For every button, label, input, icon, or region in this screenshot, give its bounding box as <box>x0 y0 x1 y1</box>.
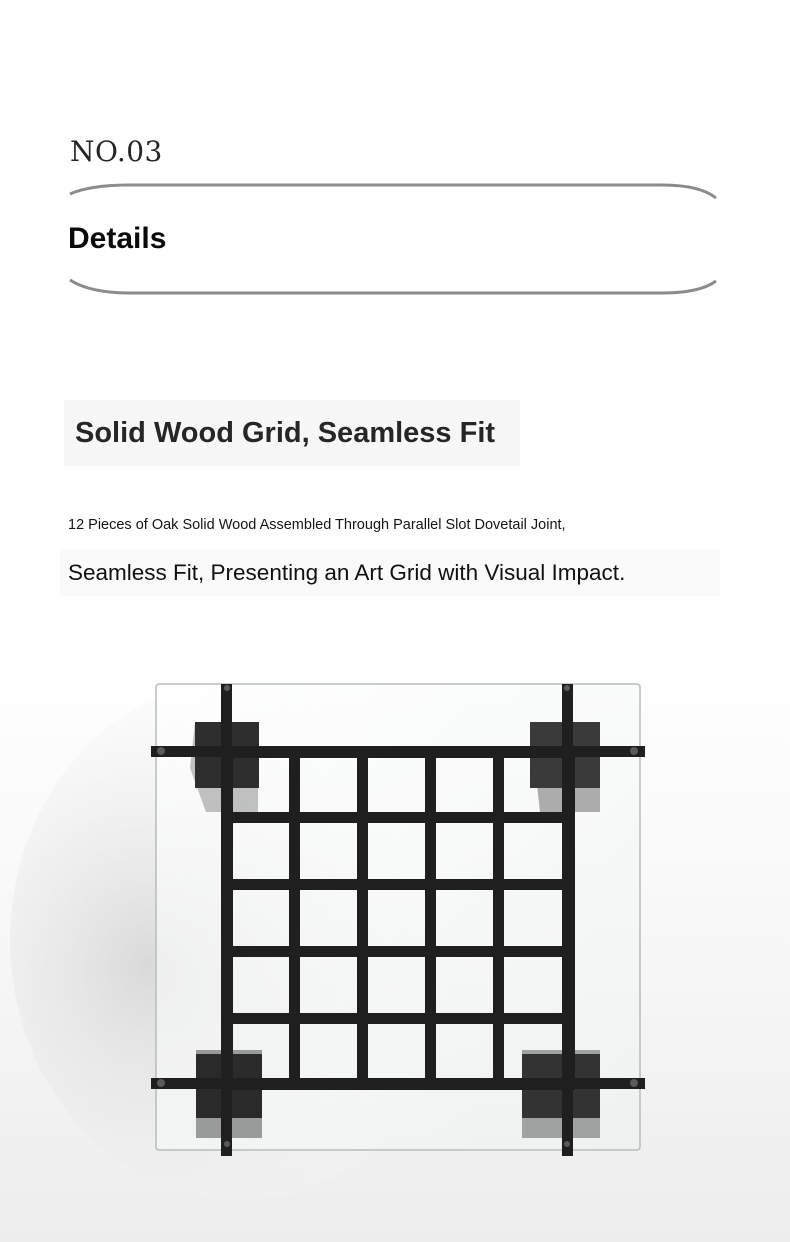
section-title: Details <box>68 222 167 255</box>
product-photo <box>0 650 790 1242</box>
feature-description-line-1: 12 Pieces of Oak Solid Wood Assembled Through Parallel Slot Dovetail Joint, <box>68 517 566 533</box>
feature-description-line-2: Seamless Fit, Presenting an Art Grid with Visual Impact. <box>68 560 626 585</box>
section-number: NO.03 <box>70 135 163 168</box>
feature-headline: Solid Wood Grid, Seamless Fit <box>75 417 496 449</box>
